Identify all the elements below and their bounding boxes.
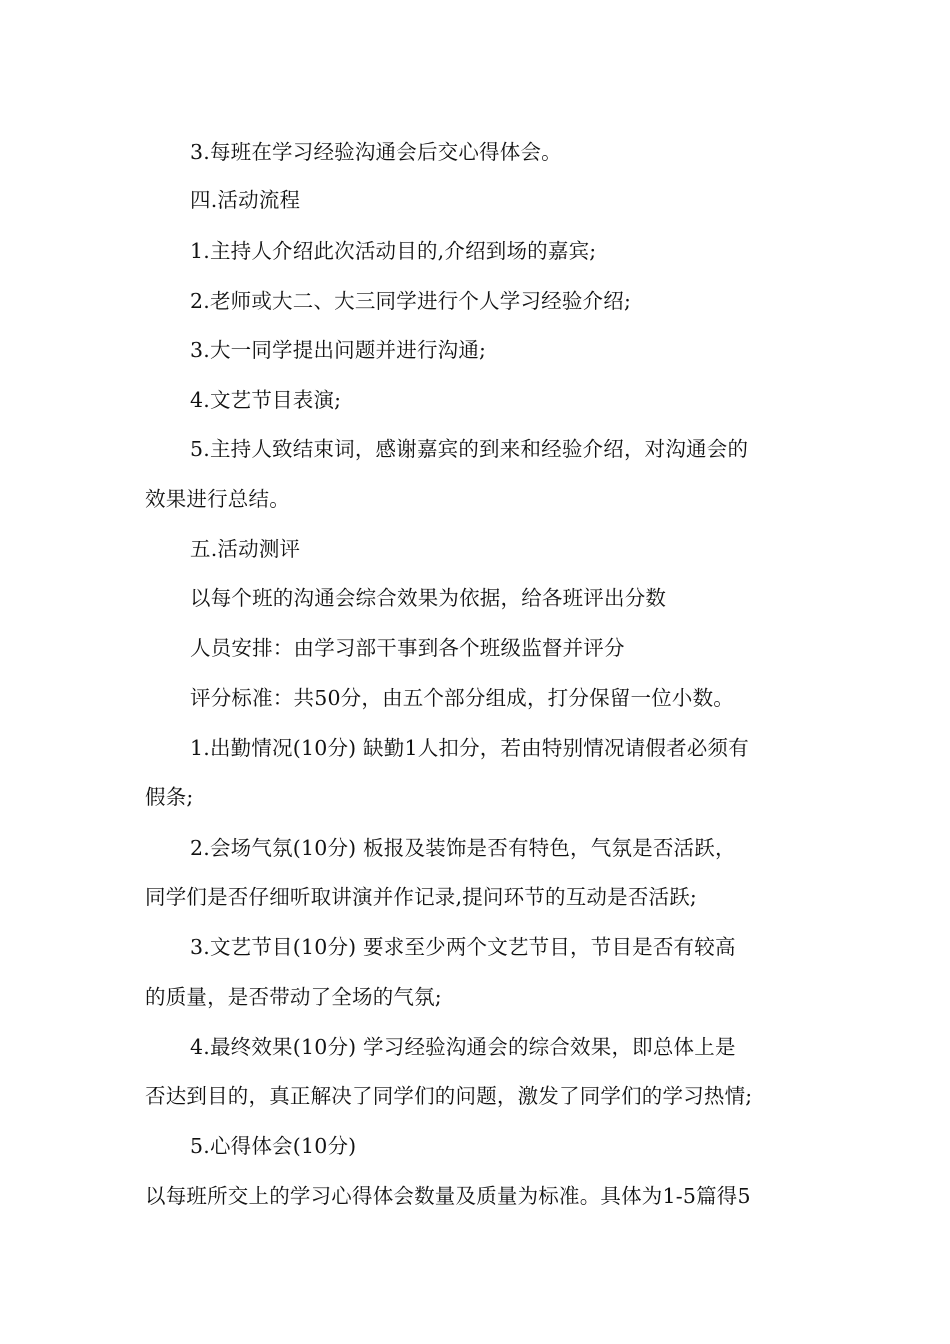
paragraph-line: 同学们是否仔细听取讲演并作记录,提问环节的互动是否活跃;: [145, 885, 698, 909]
paragraph-line: 评分标准：共50分，由五个部分组成，打分保留一位小数。: [190, 686, 734, 710]
paragraph-line: 3.每班在学习经验沟通会后交心得体会。: [190, 140, 562, 164]
paragraph-line: 1.出勤情况(10分) 缺勤1人扣分，若由特别情况请假者必须有: [190, 736, 749, 760]
paragraph-line: 2.会场气氛(10分) 板报及装饰是否有特色，气氛是否活跃，: [190, 836, 736, 860]
paragraph-line: 2.老师或大二、大三同学进行个人学习经验介绍;: [190, 289, 632, 313]
paragraph-line: 假条;: [145, 785, 194, 809]
paragraph-line: 效果进行总结。: [145, 487, 290, 511]
paragraph-line: 以每班所交上的学习心得体会数量及质量为标准。具体为1-5篇得5: [145, 1184, 751, 1208]
section-heading: 四.活动流程: [190, 188, 301, 212]
paragraph-line: 否达到目的，真正解决了同学们的问题，激发了同学们的学习热情;: [145, 1084, 753, 1108]
paragraph-line: 4.文艺节目表演;: [190, 388, 342, 412]
paragraph-line: 5.主持人致结束词，感谢嘉宾的到来和经验介绍，对沟通会的: [190, 437, 749, 461]
paragraph-line: 1.主持人介绍此次活动目的,介绍到场的嘉宾;: [190, 239, 597, 263]
paragraph-line: 4.最终效果(10分) 学习经验沟通会的综合效果，即总体上是: [190, 1035, 736, 1059]
paragraph-line: 5.心得体会(10分): [190, 1134, 357, 1158]
paragraph-line: 人员安排：由学习部干事到各个班级监督并评分: [190, 636, 625, 660]
paragraph-line: 的质量，是否带动了全场的气氛;: [145, 985, 442, 1009]
paragraph-line: 3.大一同学提出问题并进行沟通;: [190, 338, 487, 362]
paragraph-line: 3.文艺节目(10分) 要求至少两个文艺节目，节目是否有较高: [190, 935, 736, 959]
section-heading: 五.活动测评: [190, 537, 301, 561]
paragraph-line: 以每个班的沟通会综合效果为依据，给各班评出分数: [190, 586, 667, 610]
